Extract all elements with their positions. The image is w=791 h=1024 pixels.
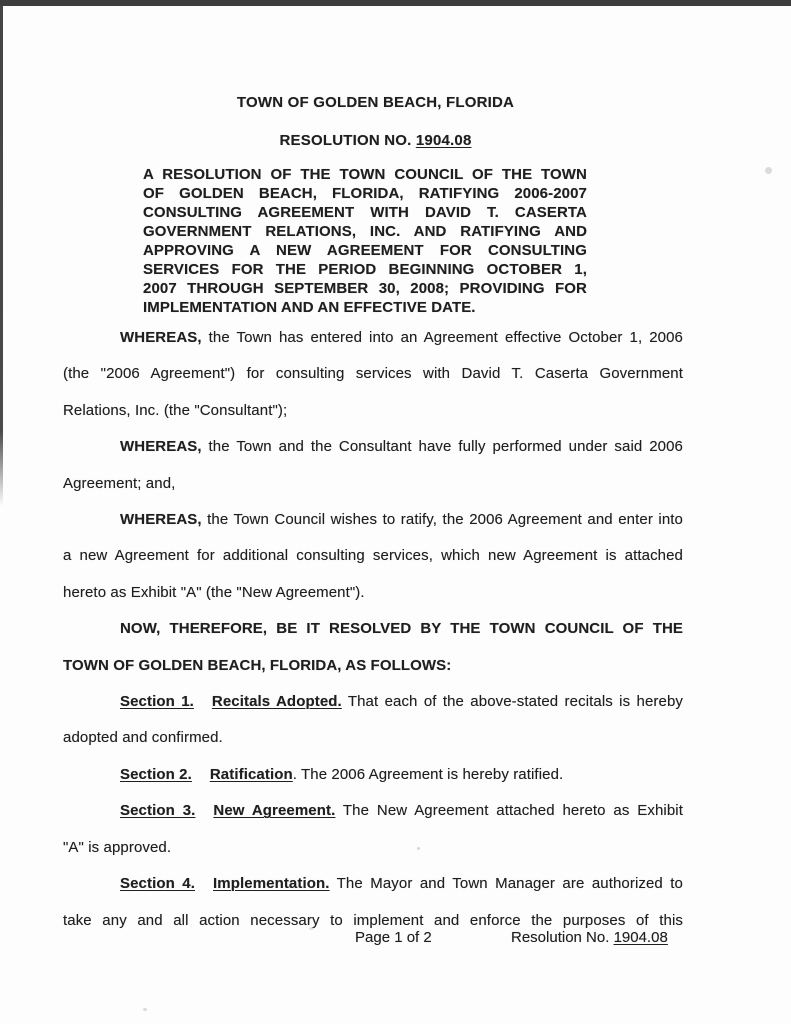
text-segment: GOVERNMENT RELATIONS, INC. AND RATIFYING AND [143, 223, 587, 240]
page-footer [0, 929, 791, 949]
section-heading: Ratification [209, 765, 293, 783]
resolution-summary-block [143, 165, 587, 317]
text-segment: A RESOLUTION OF THE TOWN COUNCIL OF THE TOWN [143, 166, 587, 183]
section-heading: New Agreement. [213, 802, 336, 820]
text-segment: WHEREAS, [120, 438, 202, 456]
text-segment: The New Agreement attached hereto as Exhibit [335, 802, 684, 820]
text-segment: a new Agreement for additional consulting services, which new Agreement is attached [63, 547, 683, 565]
text-line [143, 184, 587, 203]
text-segment: NOW, THEREFORE, BE IT RESOLVED BY THE TOWN COUNCIL OF THE [120, 620, 683, 638]
footer-resolution-value: 1904.08 [613, 929, 668, 946]
text-line [63, 538, 683, 574]
text-segment: (the "2006 Agreement") for consulting services with David T. Caserta Government [63, 365, 683, 383]
section-heading: Section 4. [120, 875, 196, 893]
text-segment: That each of the above-stated recitals is hereby [341, 693, 683, 711]
text-segment: take any and all action necessary to implement and enforce the purposes of this [63, 911, 683, 929]
scan-speck [417, 847, 420, 850]
footer-resolution-label: Resolution No. [511, 929, 614, 946]
text-segment: Relations, Inc. (the "Consultant"); [63, 401, 288, 419]
text-segment: the Town has entered into an Agreement effective October 1, 2006 [201, 329, 683, 346]
resolution-label: RESOLUTION NO. [279, 132, 416, 149]
section-heading: Recitals Adopted. [211, 693, 342, 711]
text-segment: 2007 THROUGH SEPTEMBER 30, 2008; PROVIDING FOR [143, 280, 587, 297]
text-segment: IMPLEMENTATION AND AN EFFECTIVE DATE. [143, 299, 476, 316]
section-heading: Section 1. [120, 693, 194, 711]
text-line [63, 575, 683, 611]
text-segment: the Town Council wishes to ratify, the 2006 Agreement and enter into [201, 511, 683, 529]
footer-page-number: Page 1 of 2 [355, 929, 432, 946]
scan-speck [143, 1008, 147, 1011]
text-line [143, 241, 587, 260]
text-segment: hereto as Exhibit "A" (the "New Agreement"). [63, 583, 365, 601]
text-line [143, 222, 587, 241]
text-line [143, 298, 587, 317]
text-segment: "A" is approved. [63, 838, 172, 856]
text-segment: the Town and the Consultant have fully performed under said 2006 [201, 438, 683, 456]
section-heading: Section 2. [120, 765, 192, 783]
text-line [63, 429, 683, 465]
document-title: TOWN OF GOLDEN BEACH, FLORIDA [236, 94, 515, 111]
resolution-number-heading [0, 132, 751, 150]
text-line [143, 260, 587, 279]
text-line [63, 393, 683, 429]
text-line [63, 502, 683, 538]
text-line [63, 720, 683, 756]
scan-artifact-left-edge [0, 6, 3, 506]
text-segment: APPROVING A NEW AGREEMENT FOR CONSULTING [143, 242, 587, 259]
text-line [63, 757, 683, 793]
footer-resolution-number [511, 929, 668, 947]
text-line [143, 165, 587, 184]
text-segment: SERVICES FOR THE PERIOD BEGINNING OCTOBER 1, [143, 261, 587, 278]
scan-artifact-top-edge [0, 0, 791, 6]
text-line [63, 830, 683, 866]
resolution-number: 1904.08 [415, 132, 472, 149]
text-segment: The Mayor and Town Manager are authorized to [329, 875, 684, 893]
text-line [63, 793, 683, 829]
text-line [63, 866, 683, 902]
text-segment: WHEREAS, [120, 511, 202, 529]
section-heading: Implementation. [213, 875, 330, 893]
text-line [63, 356, 683, 392]
scan-speck [765, 167, 772, 174]
text-segment: . The 2006 Agreement is hereby ratified. [292, 765, 564, 783]
text-line [143, 279, 587, 298]
document-body [63, 320, 683, 939]
text-segment: CONSULTING AGREEMENT WITH DAVID T. CASERTA [143, 204, 587, 221]
scan-speck [309, 927, 314, 930]
section-heading: Section 3. [120, 802, 196, 820]
text-line [63, 611, 683, 647]
text-line [63, 466, 683, 502]
text-line [143, 203, 587, 222]
text-segment: OF GOLDEN BEACH, FLORIDA, RATIFYING 2006-2007 [143, 185, 587, 202]
text-segment: TOWN OF GOLDEN BEACH, FLORIDA, AS FOLLOWS: [63, 656, 452, 674]
text-line [63, 320, 683, 356]
text-segment: adopted and confirmed. [63, 729, 223, 747]
text-line [63, 684, 683, 720]
text-segment: Agreement; and, [63, 474, 176, 492]
text-segment: WHEREAS, [120, 329, 202, 346]
text-line [63, 648, 683, 684]
